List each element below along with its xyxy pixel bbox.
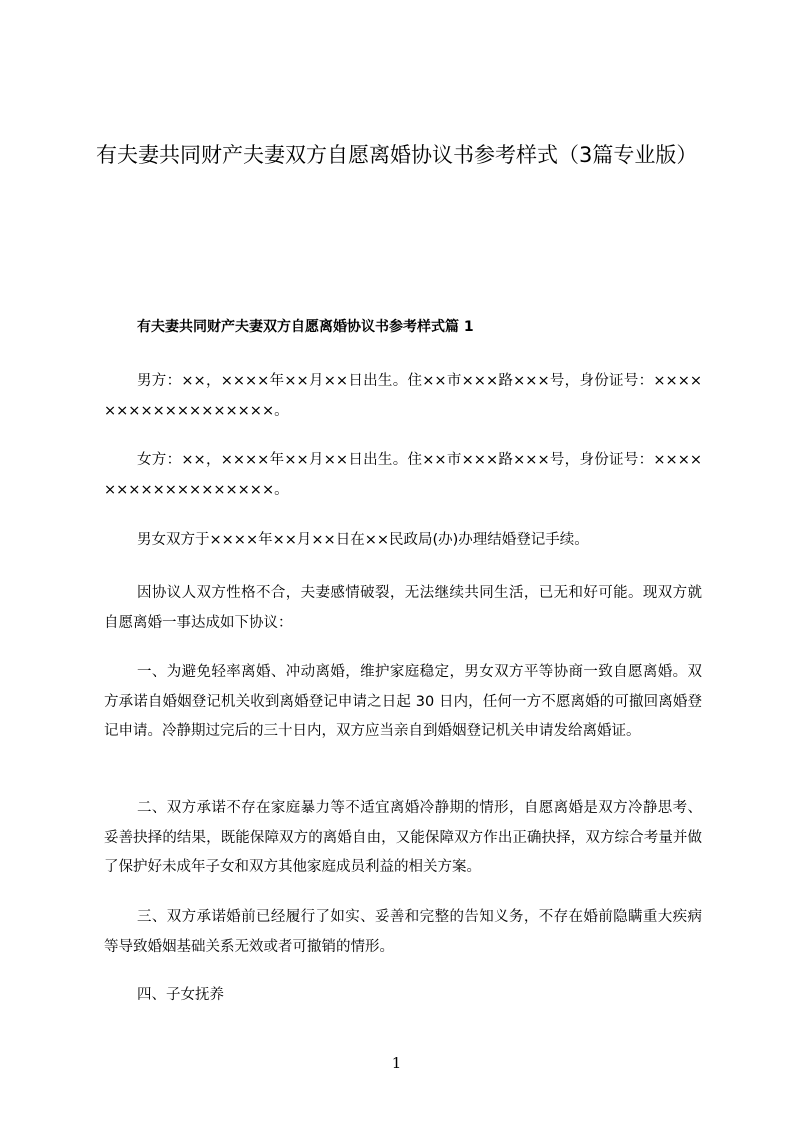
paragraph-divorce-reason: 因协议人双方性格不合，夫妻感情破裂，无法继续共同生活，已无和好可能。现双方就自愿离婚一事达成如下协议： [104,585,702,631]
paragraph-marriage-registration: 男女双方于××××年××月××日在××民政局(办)办理结婚登记手续。 [137,532,589,548]
paragraph-husband-info: 男方：××，××××年××月××日出生。住××市×××路×××号，身份证号：××××××××××××××××××。 [104,373,702,419]
section-heading: 有夫妻共同财产夫妻双方自愿离婚协议书参考样式篇 1 [137,319,474,335]
paragraph-wife-info: 女方：××，××××年××月××日出生。住××市×××路×××号，身份证号：××××××××××××××××××。 [104,452,702,498]
paragraph-clause-3: 三、双方承诺婚前已经履行了如实、妥善和完整的告知义务，不存在婚前隐瞒重大疾病等导致婚姻基础关系无效或者可撤销的情形。 [104,909,702,955]
paragraph-clause-4-heading: 四、子女抚养 [137,987,224,1003]
page-number: 1 [391,1054,402,1072]
document-title: 有夫妻共同财产夫妻双方自愿离婚协议书参考样式（3篇专业版） [96,143,698,167]
paragraph-clause-2: 二、双方承诺不存在家庭暴力等不适宜离婚冷静期的情形，自愿离婚是双方冷静思考、妥善抉择的结果，既能保障双方的离婚自由，又能保障双方作出正确抉择，双方综合考量并做了保护好未成年子女和双方其他家庭成员利益的相关方案。 [104,800,702,875]
paragraph-clause-1: 一、为避免轻率离婚、冲动离婚，维护家庭稳定，男女双方平等协商一致自愿离婚。双方承诺自婚姻登记机关收到离婚登记申请之日起 30 日内，任何一方不愿离婚的可撤回离婚登记申请。冷静期过完后的三十日内，双方应当亲自到婚姻登记机关申请发给离婚证。 [104,664,702,739]
